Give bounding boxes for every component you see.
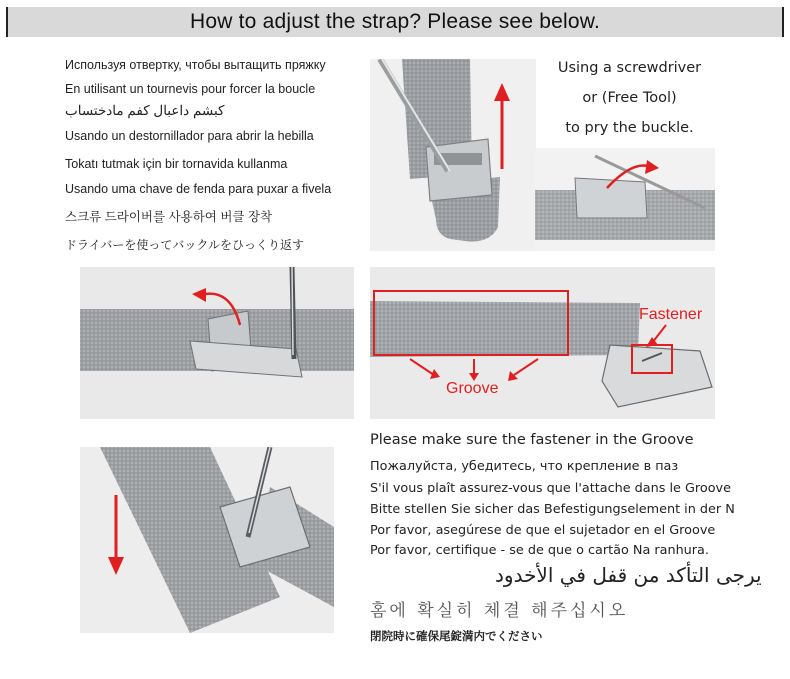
- groove-fastener-illustration: [370, 267, 715, 419]
- strap-vertical-illustration: [370, 59, 536, 251]
- strap-vertical-photo: [370, 59, 536, 251]
- instruction-es: Usando un destornillador para abrir la hebilla: [65, 129, 314, 143]
- fastener-label: Fastener: [639, 306, 703, 323]
- instruction-pt: Usando uma chave de fenda para puxar a fivela: [65, 182, 332, 196]
- strap-press-illustration: [80, 447, 334, 633]
- instruction-fr: En utilisant un tournevis pour forcer la boucle: [65, 82, 316, 96]
- strap-flip-photo: [80, 267, 354, 419]
- tool-note-line3: to pry the buckle.: [565, 120, 694, 136]
- groove-note-es: Por favor, asegúrese de que el sujetador en el Groove: [370, 523, 716, 538]
- groove-note-de: Bitte stellen Sie sicher das Befestigungselement in der N: [370, 502, 735, 517]
- groove-note-pt: Por favor, certifique - se de que o cartão Na ranhura.: [370, 543, 709, 558]
- groove-fastener-photo: [370, 267, 715, 419]
- tool-note-line2: or (Free Tool): [582, 90, 677, 106]
- groove-note-fr: S'il vous plaît assurez-vous que l'attache dans le Groove: [370, 481, 731, 496]
- groove-note-ja: 閉院時に確保尾錠満内でください: [370, 629, 543, 643]
- instruction-tr: Tokatı tutmak için bir tornavida kullanma: [65, 157, 288, 171]
- page-title: How to adjust the strap? Please see below.: [190, 10, 600, 33]
- groove-note-ar: يرجى التأكد من قفل في الأخدود: [495, 563, 762, 587]
- tool-note-line1: Using a screwdriver: [557, 60, 702, 76]
- strap-flip-illustration: [80, 267, 354, 419]
- groove-note-en: Please make sure the fastener in the Groove: [370, 432, 694, 448]
- instruction-ru: Используя отвертку, чтобы вытащить пряжку: [65, 58, 326, 72]
- buckle-pry-photo: [535, 148, 715, 251]
- groove-note-ko: 홈에 확실히 체결 해주십시오: [370, 601, 629, 621]
- instruction-ar: كبشم داعبال كفم مادختساب: [65, 103, 225, 118]
- strap-press-photo: [80, 447, 334, 633]
- groove-label: Groove: [446, 380, 499, 397]
- header-bar: [6, 7, 784, 37]
- instruction-ko: 스크류 드라이버를 사용하여 버클 장착: [65, 210, 273, 224]
- groove-note-ru: Пожалуйста, убедитесь, что крепление в паз: [370, 459, 679, 474]
- instruction-ja: ドライバーを使ってバックルをひっくり返す: [65, 238, 305, 252]
- buckle-pry-illustration: [535, 148, 715, 251]
